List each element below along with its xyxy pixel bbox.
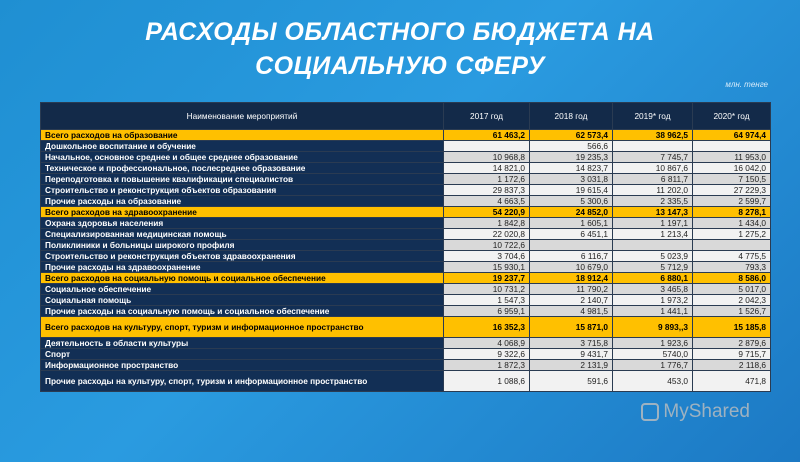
table-row bbox=[41, 338, 771, 349]
row-label-cell: Прочие расходы на культуру, спорт, туризм и информационное пространство bbox=[41, 371, 444, 392]
value-cell bbox=[693, 240, 771, 251]
value-cell: 14 823,7 bbox=[530, 163, 613, 174]
value-cell: 4 981,5 bbox=[530, 306, 613, 317]
table-total-row bbox=[41, 317, 771, 338]
value-cell: 15 185,8 bbox=[693, 317, 771, 338]
value-cell: 6 811,7 bbox=[613, 174, 693, 185]
value-cell: 453,0 bbox=[613, 371, 693, 392]
table-total-row bbox=[41, 130, 771, 141]
value-cell: 1 526,7 bbox=[693, 306, 771, 317]
row-label-cell: Информационное пространство bbox=[41, 360, 444, 371]
value-cell: 5 023,9 bbox=[613, 251, 693, 262]
row-label-cell: Дошкольное воспитание и обучение bbox=[41, 141, 444, 152]
value-cell: 1 213,4 bbox=[613, 229, 693, 240]
value-cell: 19 235,3 bbox=[530, 152, 613, 163]
value-cell: 5 712,9 bbox=[613, 262, 693, 273]
value-cell: 10 722,6 bbox=[444, 240, 530, 251]
row-label-cell: Прочие расходы на образование bbox=[41, 196, 444, 207]
value-cell: 4 663,5 bbox=[444, 196, 530, 207]
row-label-cell: Социальное обеспечение bbox=[41, 284, 444, 295]
value-cell: 5740,0 bbox=[613, 349, 693, 360]
value-cell bbox=[613, 240, 693, 251]
value-cell: 6 959,1 bbox=[444, 306, 530, 317]
value-cell: 5 300,6 bbox=[530, 196, 613, 207]
value-cell bbox=[530, 240, 613, 251]
value-cell: 6 451,1 bbox=[530, 229, 613, 240]
table-row bbox=[41, 229, 771, 240]
value-cell: 2 335,5 bbox=[613, 196, 693, 207]
unit-label: млн. тенге bbox=[725, 80, 768, 89]
header-2018: 2018 год bbox=[530, 103, 613, 130]
value-cell: 10 731,2 bbox=[444, 284, 530, 295]
value-cell: 2 131,9 bbox=[530, 360, 613, 371]
row-label-cell: Охрана здоровья населения bbox=[41, 218, 444, 229]
value-cell: 4 068,9 bbox=[444, 338, 530, 349]
value-cell: 1 973,2 bbox=[613, 295, 693, 306]
value-cell: 793,3 bbox=[693, 262, 771, 273]
value-cell: 1 872,3 bbox=[444, 360, 530, 371]
value-cell: 22 020,8 bbox=[444, 229, 530, 240]
value-cell: 18 912,4 bbox=[530, 273, 613, 284]
table-row bbox=[41, 360, 771, 371]
row-label-cell: Спорт bbox=[41, 349, 444, 360]
row-label-cell: Строительство и реконструкция объектов здравоохранения bbox=[41, 251, 444, 262]
row-label-cell: Техническое и профессиональное, послесреднее образование bbox=[41, 163, 444, 174]
table-row bbox=[41, 141, 771, 152]
row-label-cell: Всего расходов на образование bbox=[41, 130, 444, 141]
value-cell: 2 599,7 bbox=[693, 196, 771, 207]
value-cell bbox=[444, 141, 530, 152]
value-cell: 11 202,0 bbox=[613, 185, 693, 196]
value-cell: 8 586,0 bbox=[693, 273, 771, 284]
value-cell: 54 220,9 bbox=[444, 207, 530, 218]
row-label-cell: Поликлиники и больницы широкого профиля bbox=[41, 240, 444, 251]
value-cell: 61 463,2 bbox=[444, 130, 530, 141]
value-cell: 11 790,2 bbox=[530, 284, 613, 295]
row-label-cell: Всего расходов на социальную помощь и социальное обеспечение bbox=[41, 273, 444, 284]
value-cell: 38 962,5 bbox=[613, 130, 693, 141]
value-cell: 9 322,6 bbox=[444, 349, 530, 360]
value-cell: 1 275,2 bbox=[693, 229, 771, 240]
value-cell: 1 434,0 bbox=[693, 218, 771, 229]
value-cell: 7 150,5 bbox=[693, 174, 771, 185]
value-cell: 15 871,0 bbox=[530, 317, 613, 338]
row-label-cell: Прочие расходы на здравоохранение bbox=[41, 262, 444, 273]
watermark bbox=[641, 401, 750, 423]
value-cell: 5 017,0 bbox=[693, 284, 771, 295]
header-2020: 2020* год bbox=[693, 103, 771, 130]
table-row bbox=[41, 240, 771, 251]
header-name-column: Наименование мероприятий bbox=[41, 103, 444, 130]
value-cell: 16 042,0 bbox=[693, 163, 771, 174]
value-cell: 1 172,6 bbox=[444, 174, 530, 185]
value-cell: 9 715,7 bbox=[693, 349, 771, 360]
value-cell: 10 968,8 bbox=[444, 152, 530, 163]
value-cell: 15 930,1 bbox=[444, 262, 530, 273]
value-cell: 2 879,6 bbox=[693, 338, 771, 349]
value-cell: 10 867,6 bbox=[613, 163, 693, 174]
table-row bbox=[41, 196, 771, 207]
row-label-cell: Социальная помощь bbox=[41, 295, 444, 306]
value-cell: 1 088,6 bbox=[444, 371, 530, 392]
value-cell: 14 821,0 bbox=[444, 163, 530, 174]
value-cell: 11 953,0 bbox=[693, 152, 771, 163]
value-cell: 471,8 bbox=[693, 371, 771, 392]
value-cell: 1 605,1 bbox=[530, 218, 613, 229]
value-cell: 64 974,4 bbox=[693, 130, 771, 141]
table-row bbox=[41, 251, 771, 262]
value-cell: 591,6 bbox=[530, 371, 613, 392]
row-label-cell: Строительство и реконструкция объектов образования bbox=[41, 185, 444, 196]
header-2017: 2017 год bbox=[444, 103, 530, 130]
row-label-cell: Деятельность в области культуры bbox=[41, 338, 444, 349]
table-row bbox=[41, 306, 771, 317]
row-label-cell: Переподготовка и повышение квалификации специалистов bbox=[41, 174, 444, 185]
value-cell: 6 880,1 bbox=[613, 273, 693, 284]
value-cell: 3 715,8 bbox=[530, 338, 613, 349]
header-2019: 2019* год bbox=[613, 103, 693, 130]
value-cell: 13 147,3 bbox=[613, 207, 693, 218]
value-cell: 16 352,3 bbox=[444, 317, 530, 338]
value-cell: 1 842,8 bbox=[444, 218, 530, 229]
value-cell: 8 278,1 bbox=[693, 207, 771, 218]
value-cell: 2 042,3 bbox=[693, 295, 771, 306]
table-row bbox=[41, 152, 771, 163]
value-cell: 2 140,7 bbox=[530, 295, 613, 306]
value-cell: 3 465,8 bbox=[613, 284, 693, 295]
value-cell bbox=[693, 141, 771, 152]
value-cell: 3 704,6 bbox=[444, 251, 530, 262]
slide-title-line2: СОЦИАЛЬНУЮ СФЕРУ bbox=[255, 52, 545, 80]
value-cell: 62 573,4 bbox=[530, 130, 613, 141]
table-row bbox=[41, 185, 771, 196]
presentation-icon bbox=[641, 403, 659, 421]
value-cell: 1 547,3 bbox=[444, 295, 530, 306]
value-cell bbox=[613, 141, 693, 152]
value-cell: 29 837,3 bbox=[444, 185, 530, 196]
table-total-row bbox=[41, 207, 771, 218]
table-row bbox=[41, 262, 771, 273]
row-label-cell: Прочие расходы на социальную помощь и социальное обеспечение bbox=[41, 306, 444, 317]
table-body bbox=[41, 130, 771, 392]
table-row bbox=[41, 218, 771, 229]
table-row bbox=[41, 163, 771, 174]
value-cell: 566,6 bbox=[530, 141, 613, 152]
table-total-row bbox=[41, 273, 771, 284]
value-cell: 9 893,,3 bbox=[613, 317, 693, 338]
budget-table bbox=[40, 102, 771, 392]
value-cell: 2 118,6 bbox=[693, 360, 771, 371]
value-cell: 19 237,7 bbox=[444, 273, 530, 284]
table-row bbox=[41, 295, 771, 306]
table-header-row bbox=[41, 103, 771, 130]
value-cell: 1 776,7 bbox=[613, 360, 693, 371]
value-cell: 3 031,8 bbox=[530, 174, 613, 185]
row-label-cell: Всего расходов на здравоохранение bbox=[41, 207, 444, 218]
table-row bbox=[41, 174, 771, 185]
value-cell: 9 431,7 bbox=[530, 349, 613, 360]
table-row bbox=[41, 349, 771, 360]
table-row bbox=[41, 284, 771, 295]
value-cell: 6 116,7 bbox=[530, 251, 613, 262]
row-label-cell: Всего расходов на культуру, спорт, туризм и информационное пространство bbox=[41, 317, 444, 338]
watermark-text: MyShared bbox=[663, 401, 750, 422]
value-cell: 1 441,1 bbox=[613, 306, 693, 317]
value-cell: 24 852,0 bbox=[530, 207, 613, 218]
value-cell: 10 679,0 bbox=[530, 262, 613, 273]
value-cell: 4 775,5 bbox=[693, 251, 771, 262]
value-cell: 27 229,3 bbox=[693, 185, 771, 196]
table-row bbox=[41, 371, 771, 392]
row-label-cell: Начальное, основное среднее и общее среднее образование bbox=[41, 152, 444, 163]
value-cell: 1 197,1 bbox=[613, 218, 693, 229]
value-cell: 7 745,7 bbox=[613, 152, 693, 163]
value-cell: 19 615,4 bbox=[530, 185, 613, 196]
value-cell: 1 923,6 bbox=[613, 338, 693, 349]
slide-title-line1: РАСХОДЫ ОБЛАСТНОГО БЮДЖЕТА НА bbox=[145, 18, 655, 46]
row-label-cell: Специализированная медицинская помощь bbox=[41, 229, 444, 240]
